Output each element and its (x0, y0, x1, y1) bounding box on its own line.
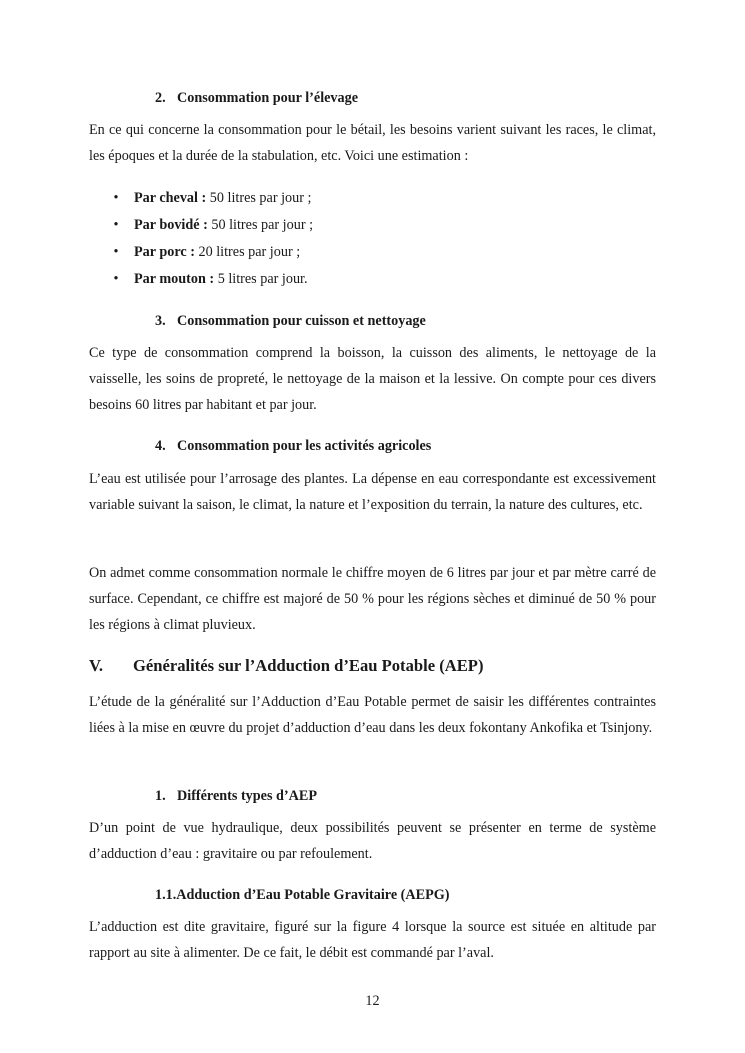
list-item-value: 20 litres par jour ; (194, 244, 301, 260)
section-number: 3. (155, 313, 166, 329)
section-title: Consommation pour cuisson et nettoyage (177, 313, 426, 329)
paragraph-aep-intro: L’étude de la généralité sur l’Adduction d’Eau Potable permet de saisir les différentes contraintes liées à la mise en œuvre du projet d’adduction d’eau dans les deux fokontany Ankofika et Tsinjony. (89, 694, 656, 736)
section-heading-aepg (155, 885, 655, 905)
list-item-value: 50 litres par jour ; (206, 190, 312, 206)
paragraph-cuisson: Ce type de consommation comprend la boisson, la cuisson des aliments, le nettoyage de la vaisselle, les soins de propreté, le nettoyage de la maison et la lessive. On compte pour ces divers besoins 60 litres par habitant et par jour. (89, 345, 656, 413)
list-item (110, 188, 630, 215)
bullet-icon: • (113, 190, 119, 206)
chapter-number: V. (89, 656, 103, 675)
list-item-label: Par bovidé : (134, 217, 208, 233)
paragraph-aepg: L’adduction est dite gravitaire, figuré sur la figure 4 lorsque la source est située en altitude par rapport au site à alimenter. De ce fait, le débit est commandé par l’aval. (89, 919, 656, 961)
section-heading-elevage (155, 88, 655, 108)
section-title: Consommation pour les activités agricoles (177, 438, 432, 454)
bullet-icon: • (113, 271, 119, 287)
section-title: Consommation pour l’élevage (177, 90, 359, 106)
section-title: 1.1.Adduction d’Eau Potable Gravitaire (AEPG) (155, 887, 450, 903)
list-item-label: Par mouton : (134, 271, 215, 287)
section-heading-types-aep (155, 786, 655, 806)
list-item (110, 269, 630, 296)
bullet-icon: • (113, 217, 119, 233)
list-item-label: Par cheval : (134, 190, 207, 206)
list-item (110, 242, 630, 269)
livestock-consumption-list (110, 188, 630, 296)
paragraph-types-aep: D’un point de vue hydraulique, deux possibilités peuvent se présenter en terme de système d’adduction d’eau : gravitaire ou par refoulement. (89, 820, 656, 862)
paragraph-agricoles-1: L’eau est utilisée pour l’arrosage des plantes. La dépense en eau correspondante est excessivement variable suivant la saison, le climat, la nature et l’exposition du terrain, la nature des cultures, etc. (89, 471, 656, 513)
section-number: 1. (155, 788, 166, 804)
list-item-value: 50 litres par jour ; (207, 217, 314, 233)
paragraph-agricoles-2: On admet comme consommation normale le chiffre moyen de 6 litres par jour et par mètre carré de surface. Cependant, ce chiffre est majoré de 50 % pour les régions sèches et diminué de 50 % pour les régions à climat pluvieux. (89, 565, 656, 633)
section-heading-cuisson (155, 311, 655, 331)
chapter-title: Généralités sur l’Adduction d’Eau Potable (AEP) (133, 656, 484, 675)
section-title: Différents types d’AEP (177, 788, 318, 804)
list-item-label: Par porc : (134, 244, 195, 260)
chapter-heading-aep (89, 655, 656, 677)
list-item (110, 215, 630, 242)
list-item-value: 5 litres par jour. (214, 271, 308, 287)
section-number: 2. (155, 90, 166, 106)
paragraph-elevage-intro: En ce qui concerne la consommation pour le bétail, les besoins varient suivant les races, le climat, les époques et la durée de la stabulation, etc. Voici une estimation : (89, 122, 656, 164)
page-number: 12 (365, 993, 380, 1009)
bullet-icon: • (113, 244, 119, 260)
section-heading-agricoles (155, 436, 655, 456)
section-number: 4. (155, 438, 166, 454)
